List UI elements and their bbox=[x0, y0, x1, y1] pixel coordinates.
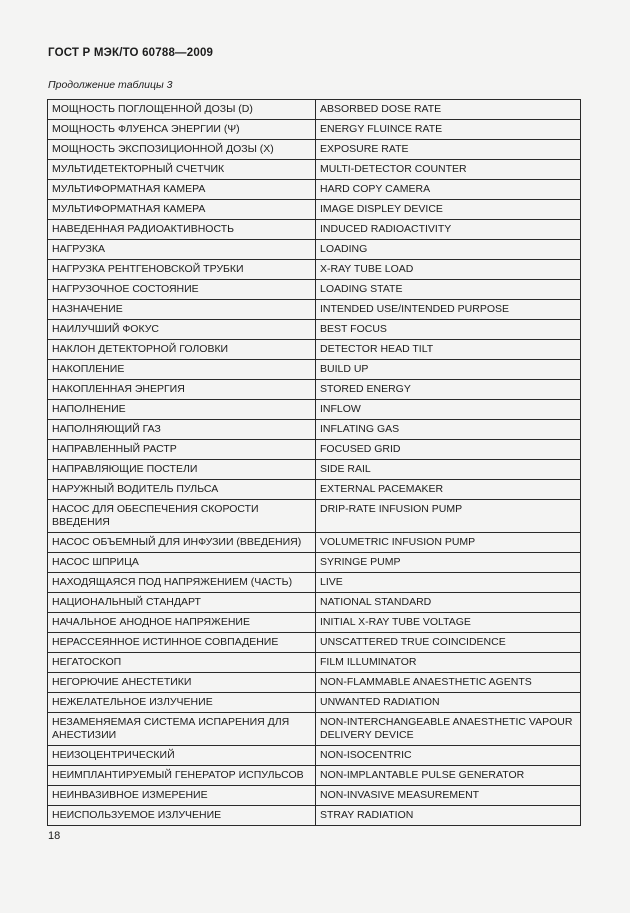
document-header: ГОСТ Р МЭК/ТО 60788—2009 bbox=[48, 47, 214, 59]
term-english: SIDE RAIL bbox=[316, 460, 581, 480]
table-row bbox=[48, 160, 581, 180]
term-english: VOLUMETRIC INFUSION PUMP bbox=[316, 533, 581, 553]
term-russian: НЕГОРЮЧИЕ АНЕСТЕТИКИ bbox=[48, 673, 316, 693]
term-russian: НЕЗАМЕНЯЕМАЯ СИСТЕМА ИСПАРЕНИЯ ДЛЯ АНЕСТИЗИИ bbox=[48, 713, 316, 746]
term-english: STORED ENERGY bbox=[316, 380, 581, 400]
term-russian: НАСОС ШПРИЦА bbox=[48, 553, 316, 573]
table-row bbox=[48, 340, 581, 360]
term-english: FILM ILLUMINATOR bbox=[316, 653, 581, 673]
table-row bbox=[48, 460, 581, 480]
term-russian: НАРУЖНЫЙ ВОДИТЕЛЬ ПУЛЬСА bbox=[48, 480, 316, 500]
term-english: ABSORBED DOSE RATE bbox=[316, 100, 581, 120]
term-russian: НЕРАССЕЯННОЕ ИСТИННОЕ СОВПАДЕНИЕ bbox=[48, 633, 316, 653]
term-russian: НАГРУЗКА bbox=[48, 240, 316, 260]
term-english: EXTERNAL PACEMAKER bbox=[316, 480, 581, 500]
term-russian: МУЛЬТИФОРМАТНАЯ КАМЕРА bbox=[48, 200, 316, 220]
term-english: INFLOW bbox=[316, 400, 581, 420]
table-row bbox=[48, 360, 581, 380]
table-row bbox=[48, 573, 581, 593]
table-row bbox=[48, 240, 581, 260]
term-russian: НАКОПЛЕНИЕ bbox=[48, 360, 316, 380]
term-english: LOADING STATE bbox=[316, 280, 581, 300]
term-english: LIVE bbox=[316, 573, 581, 593]
term-english: BEST FOCUS bbox=[316, 320, 581, 340]
term-english: DRIP-RATE INFUSION PUMP bbox=[316, 500, 581, 533]
table-row bbox=[48, 746, 581, 766]
term-english: IMAGE DISPLEY DEVICE bbox=[316, 200, 581, 220]
term-russian: НАГРУЗОЧНОЕ СОСТОЯНИЕ bbox=[48, 280, 316, 300]
term-english: UNSCATTERED TRUE COINCIDENCE bbox=[316, 633, 581, 653]
table-row bbox=[48, 420, 581, 440]
term-russian: НЕИЗОЦЕНТРИЧЕСКИЙ bbox=[48, 746, 316, 766]
term-russian: НАЦИОНАЛЬНЫЙ СТАНДАРТ bbox=[48, 593, 316, 613]
term-russian: НАХОДЯЩАЯСЯ ПОД НАПРЯЖЕНИЕМ (ЧАСТЬ) bbox=[48, 573, 316, 593]
table-row bbox=[48, 320, 581, 340]
table-row bbox=[48, 713, 581, 746]
table-row bbox=[48, 533, 581, 553]
term-russian: МУЛЬТИФОРМАТНАЯ КАМЕРА bbox=[48, 180, 316, 200]
term-english: EXPOSURE RATE bbox=[316, 140, 581, 160]
table-row bbox=[48, 766, 581, 786]
table-row bbox=[48, 380, 581, 400]
term-russian: НАЧАЛЬНОЕ АНОДНОЕ НАПРЯЖЕНИЕ bbox=[48, 613, 316, 633]
term-russian: НАПРАВЛЕННЫЙ РАСТР bbox=[48, 440, 316, 460]
table-row bbox=[48, 806, 581, 826]
term-russian: НАПРАВЛЯЮЩИЕ ПОСТЕЛИ bbox=[48, 460, 316, 480]
table-row bbox=[48, 693, 581, 713]
term-russian: НЕИСПОЛЬЗУЕМОЕ ИЗЛУЧЕНИЕ bbox=[48, 806, 316, 826]
term-english: LOADING bbox=[316, 240, 581, 260]
table-row bbox=[48, 613, 581, 633]
term-russian: НЕИМПЛАНТИРУЕМЫЙ ГЕНЕРАТОР ИСПУЛЬСОВ bbox=[48, 766, 316, 786]
term-russian: НАСОС ДЛЯ ОБЕСПЕЧЕНИЯ СКОРОСТИ ВВЕДЕНИЯ bbox=[48, 500, 316, 533]
table-row bbox=[48, 140, 581, 160]
term-russian: НАЗНАЧЕНИЕ bbox=[48, 300, 316, 320]
term-russian: НАИЛУЧШИЙ ФОКУС bbox=[48, 320, 316, 340]
term-english: UNWANTED RADIATION bbox=[316, 693, 581, 713]
table-row bbox=[48, 400, 581, 420]
term-english: INFLATING GAS bbox=[316, 420, 581, 440]
table-row bbox=[48, 180, 581, 200]
term-english: MULTI-DETECTOR COUNTER bbox=[316, 160, 581, 180]
term-english: FOCUSED GRID bbox=[316, 440, 581, 460]
term-russian: МОЩНОСТЬ ФЛУЕНСА ЭНЕРГИИ (Ψ) bbox=[48, 120, 316, 140]
term-english: NATIONAL STANDARD bbox=[316, 593, 581, 613]
terms-table-body bbox=[48, 100, 581, 826]
table-row bbox=[48, 593, 581, 613]
term-russian: НАПОЛНЯЮЩИЙ ГАЗ bbox=[48, 420, 316, 440]
term-russian: НЕГАТОСКОП bbox=[48, 653, 316, 673]
page-number: 18 bbox=[48, 830, 61, 842]
table-row bbox=[48, 100, 581, 120]
table-row bbox=[48, 500, 581, 533]
term-russian: НЕЖЕЛАТЕЛЬНОЕ ИЗЛУЧЕНИЕ bbox=[48, 693, 316, 713]
table-row bbox=[48, 120, 581, 140]
term-russian: НАКЛОН ДЕТЕКТОРНОЙ ГОЛОВКИ bbox=[48, 340, 316, 360]
term-english: NON-FLAMMABLE ANAESTHETIC AGENTS bbox=[316, 673, 581, 693]
table-row bbox=[48, 300, 581, 320]
term-english: DETECTOR HEAD TILT bbox=[316, 340, 581, 360]
table-row bbox=[48, 480, 581, 500]
term-russian: МУЛЬТИДЕТЕКТОРНЫЙ СЧЕТЧИК bbox=[48, 160, 316, 180]
table-row bbox=[48, 220, 581, 240]
term-english: SYRINGE PUMP bbox=[316, 553, 581, 573]
term-russian: НАВЕДЕННАЯ РАДИОАКТИВНОСТЬ bbox=[48, 220, 316, 240]
table-row bbox=[48, 786, 581, 806]
table-row bbox=[48, 673, 581, 693]
term-russian: НАГРУЗКА РЕНТГЕНОВСКОЙ ТРУБКИ bbox=[48, 260, 316, 280]
table-row bbox=[48, 280, 581, 300]
term-russian: МОЩНОСТЬ ЭКСПОЗИЦИОННОЙ ДОЗЫ (X) bbox=[48, 140, 316, 160]
term-english: X-RAY TUBE LOAD bbox=[316, 260, 581, 280]
term-english: ENERGY FLUINCE RATE bbox=[316, 120, 581, 140]
term-english: BUILD UP bbox=[316, 360, 581, 380]
table-row bbox=[48, 553, 581, 573]
term-english: INDUCED RADIOACTIVITY bbox=[316, 220, 581, 240]
table-row bbox=[48, 440, 581, 460]
table-row bbox=[48, 200, 581, 220]
table-row bbox=[48, 260, 581, 280]
term-russian: НЕИНВАЗИВНОЕ ИЗМЕРЕНИЕ bbox=[48, 786, 316, 806]
term-english: NON-IMPLANTABLE PULSE GENERATOR bbox=[316, 766, 581, 786]
term-english: STRAY RADIATION bbox=[316, 806, 581, 826]
term-russian: НАПОЛНЕНИЕ bbox=[48, 400, 316, 420]
term-english: INITIAL X-RAY TUBE VOLTAGE bbox=[316, 613, 581, 633]
table-caption: Продолжение таблицы 3 bbox=[48, 79, 173, 91]
term-english: INTENDED USE/INTENDED PURPOSE bbox=[316, 300, 581, 320]
term-english: HARD COPY CAMERA bbox=[316, 180, 581, 200]
term-english: NON-INTERCHANGEABLE ANAESTHETIC VAPOUR DELIVERY DEVICE bbox=[316, 713, 581, 746]
table-row bbox=[48, 653, 581, 673]
table-row bbox=[48, 633, 581, 653]
term-english: NON-INVASIVE MEASUREMENT bbox=[316, 786, 581, 806]
term-russian: НАКОПЛЕННАЯ ЭНЕРГИЯ bbox=[48, 380, 316, 400]
term-russian: НАСОС ОБЪЕМНЫЙ ДЛЯ ИНФУЗИИ (ВВЕДЕНИЯ) bbox=[48, 533, 316, 553]
term-english: NON-ISOCENTRIC bbox=[316, 746, 581, 766]
terms-table bbox=[47, 99, 581, 826]
term-russian: МОЩНОСТЬ ПОГЛОЩЕННОЙ ДОЗЫ (D) bbox=[48, 100, 316, 120]
